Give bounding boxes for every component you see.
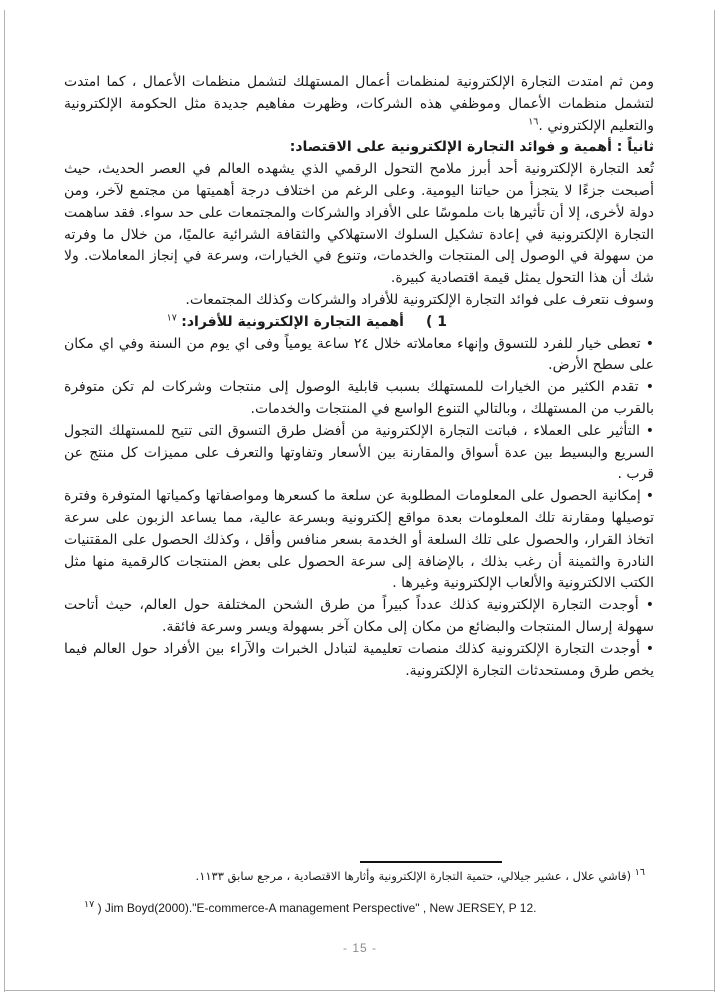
page-edge-left [4, 10, 5, 992]
list-1-heading [64, 312, 654, 334]
bullet-marker: • [645, 335, 655, 352]
page-edge-right [714, 10, 715, 992]
intro-paragraph-text: ومن ثم امتدت التجارة الإلكترونية لمنظمات أعمال المستهلك لتشمل منظمات الأعمال ، كما امتدت لتشمل منظمات الأعمال وموظفي هذه الشركات، وظهرت مفاهيم جديدة مثل الحكومة الإلكترونية والتعليم الإلكتروني . [64, 74, 654, 134]
bullet-item [64, 334, 654, 378]
bullet-marker: • [645, 488, 654, 505]
footnote-17 [84, 900, 536, 916]
bullet-item [64, 639, 654, 683]
bullet-text: التأثير على العملاء ، فباتت التجارة الإلكترونية من أفضل طرق التسوق التى تتيح للمستهلك التجول السريع والبسيط بين عدة أسواق والمقارنة بين الأسعار وتفاوتها والتعرف على مميزات كل منتج عن قرب . [64, 422, 654, 483]
bullet-item [64, 595, 654, 639]
footnote-16-ref: ١٦ [634, 867, 645, 879]
footnote-16 [64, 868, 645, 884]
overview-paragraph: تُعد التجارة الإلكترونية أحد أبرز ملامح التحول الرقمي الذي يشهده العالم في العصر الحديث، حيث أصبحت جزءًا لا يتجزأ من حياتنا اليومية. وعلى الرغم من اختلاف درجة أهميتها من مجتمع لآخر، ومن دولة لأخرى، إلا أن تأثيرها بات ملموسًا على الأفراد والشركات والمجتمعات على حد سواء. فقد ساهمت التجارة الإلكترونية في إعادة تشكيل السلوك الاستهلاكي والثقافة الشرائية عالميًا، من خلال ما وفرته من سهولة في الوصول إلى المنتجات والخدمات، وتنوع في الخيارات، وسرعة في إنجاز المعاملات. ولا شك أن هذا التحول يمثل قيمة اقتصادية كبيرة. [64, 161, 654, 287]
bullet-marker: • [645, 379, 654, 396]
bullet-item [64, 486, 654, 595]
intro-paragraph [64, 72, 654, 137]
bullet-marker: • [645, 640, 654, 657]
footnote-ref-16: ١٦ [528, 115, 539, 127]
page-edge-bottom [4, 990, 715, 991]
list-1-number: ( 1 [425, 313, 447, 330]
bullet-text: إمكانية الحصول على المعلومات المطلوبة عن سلعة ما كسعرها ومواصفاتها وكمياتها المتوفرة وفترة توصيلها ومقارنة تلك المعلومات بعدة مواقع إلكترونية وبسرعة عالية، مما يساعد الزبون على سرعة اتخاذ القرار، والحصول على تلك السلعة أو الخدمة بسعر منافس وأقل ، وكذلك الحصول على المقتنيات النادرة والثمينة أن رغب بذلك ، بالإضافة إلى سرعة الحصول على بعض المنتجات كالرقمية منها مثل الكتب الالكترونية والألعاب الإلكترونية وغيرها . [64, 488, 654, 592]
bullet-text: أوجدت التجارة الإلكترونية كذلك عدداً كبيراً من طرق الشحن المختلفة حول العالم، حيث أتاحت سهولة إرسال المنتجات والبضائع من مكان إلى مكان آخر بسهولة ويسر وسرعة فائقة. [64, 597, 654, 635]
section-heading: ثانياً : أهمية و فوائد التجارة الإلكترونية على الاقتصاد: [289, 139, 654, 156]
footnote-16-text: (قاشي علال ، عشير جيلالي، حتمية التجارة الإلكترونية وأثارها الاقتصادية ، مرجع سابق ١١٣٣. [195, 869, 632, 883]
bullet-text: تعطى خيار للفرد للتسوق وإنهاء معاملاته خلال ٢٤ ساعة يومياً وفى اي يوم من السنة وفي اي مكان على سطح الأرض. [64, 335, 654, 374]
footnote-separator-rule [360, 861, 502, 863]
footnote-17-ref: ١٧ [84, 899, 95, 910]
page-body [64, 72, 654, 682]
bullet-item [64, 377, 654, 421]
bullet-item [64, 421, 654, 486]
list-1-title: أهمية التجارة الإلكترونية للأفراد: [181, 313, 404, 330]
footnote-ref-17: ١٧ [166, 312, 177, 324]
footnote-17-text: ) Jim Boyd(2000)."E-commerce-A management Perspective" , New JERSEY, P 12. [97, 901, 537, 915]
bullet-text: أوجدت التجارة الإلكترونية كذلك منصات تعليمية لتبادل الخبرات والآراء بين الأفراد حول العالم فيما يخص طرق ومستحدثات التجارة الإلكترونية. [64, 640, 654, 679]
bullet-text: تقدم الكثير من الخيارات للمستهلك بسبب قابلية الوصول إلى منتجات وشركات لم تكن متوفرة بالقرب من المستهلك ، وبالتالي التنوع الواسع في المنتجات والخدمات. [64, 379, 654, 417]
bullet-marker: • [645, 597, 654, 614]
bullet-marker: • [645, 422, 655, 439]
page-number: - 15 - [342, 941, 377, 955]
lead-in-line: وسوف نتعرف على فوائد التجارة الإلكترونية للأفراد والشركات وكذلك المجتمعات. [185, 291, 654, 308]
